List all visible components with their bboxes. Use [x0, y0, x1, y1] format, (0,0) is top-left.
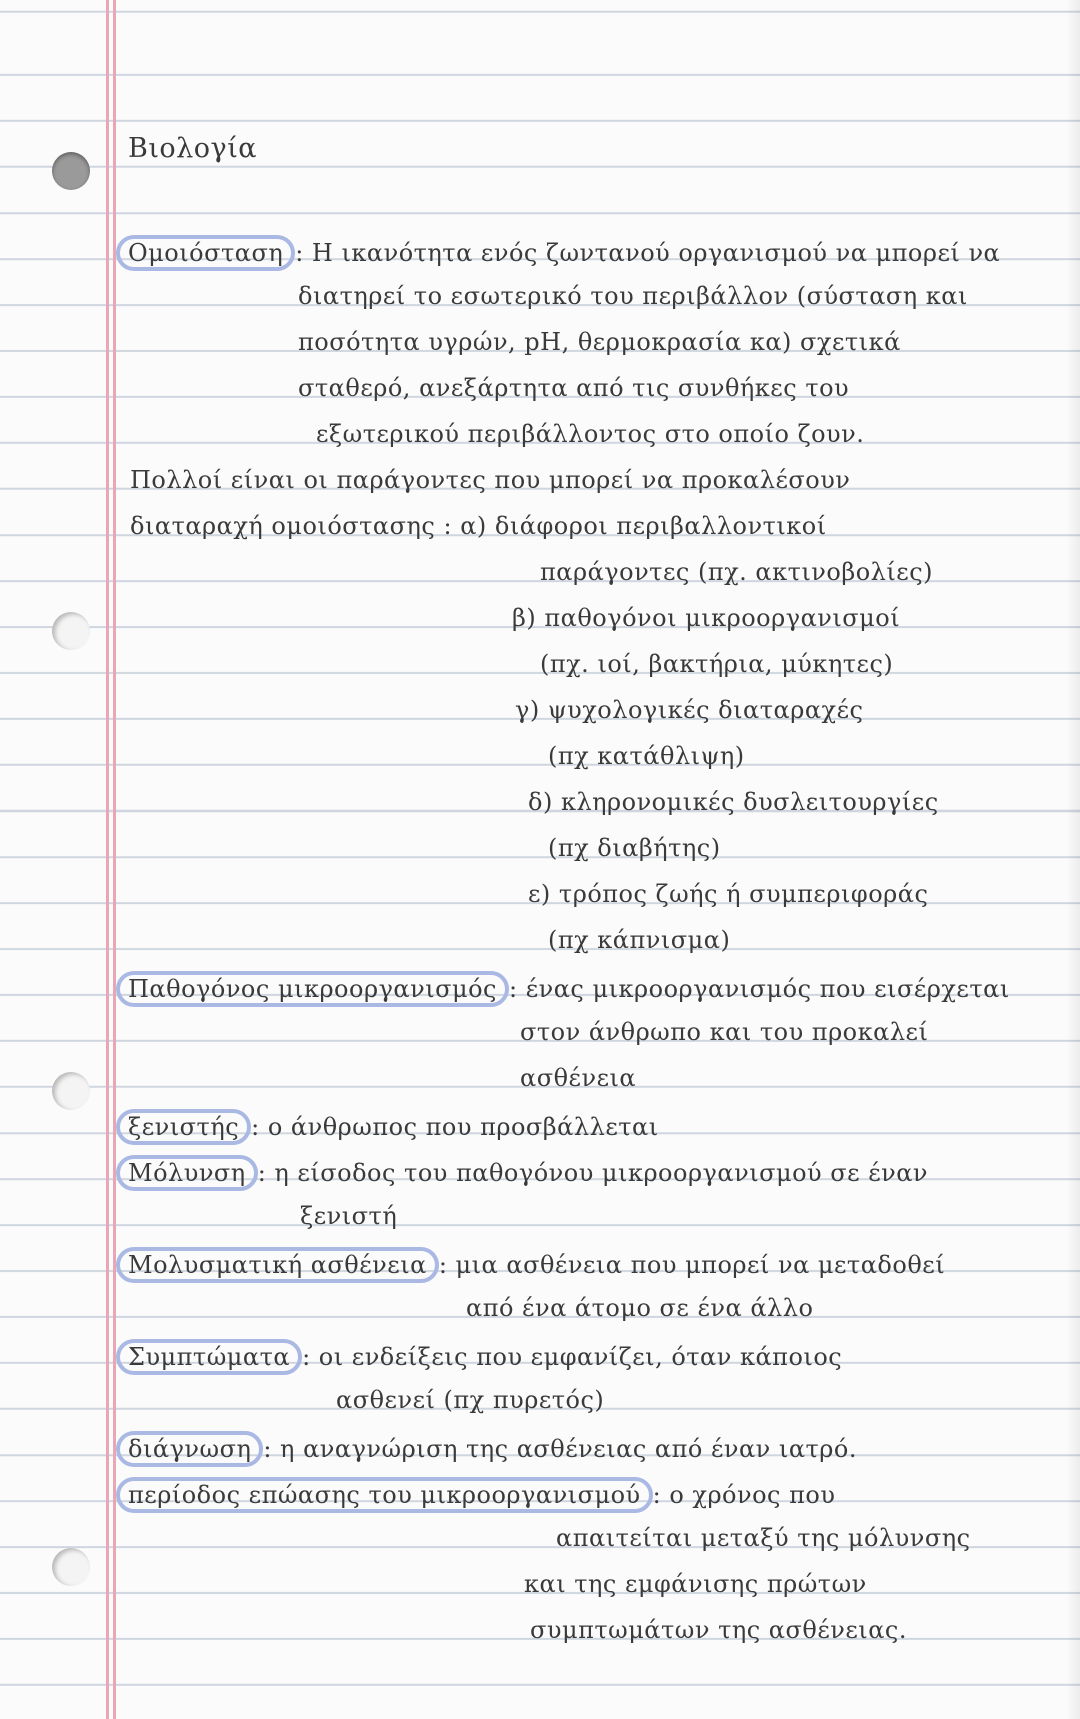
list-item: (πχ διαβήτης): [548, 834, 721, 862]
term-diagnosis: διάγνωση: [116, 1431, 263, 1467]
note-line: ξενιστή: [300, 1202, 398, 1230]
note-line: [128, 235, 1000, 271]
term-pathogen: Παθογόνος μικροοργανισμός: [116, 971, 509, 1007]
note-line: διατηρεί το εσωτερικό του περιβάλλον (σύσταση και: [298, 282, 968, 310]
note-line: [128, 1477, 835, 1513]
punch-hole: [52, 1548, 90, 1586]
note-line: ποσότητα υγρών, pH, θερμοκρασία κα) σχετικά: [298, 328, 901, 356]
term-infection: Μόλυνση: [116, 1155, 258, 1191]
definition-text: : ο άνθρωπος που προσβάλλεται: [251, 1113, 659, 1141]
note-line: απαιτείται μεταξύ της μόλυνσης: [556, 1524, 971, 1552]
note-line: [128, 1109, 659, 1145]
list-item: ε) τρόπος ζωής ή συμπεριφοράς: [528, 880, 929, 908]
punch-hole: [52, 1072, 90, 1110]
term-homeostasis: Ομοιόσταση: [116, 235, 295, 271]
definition-text: : ένας μικροοργανισμός που εισέρχεται: [508, 975, 1010, 1003]
term-symptoms: Συμπτώματα: [116, 1339, 302, 1375]
list-item: δ) κληρονομικές δυσλειτουργίες: [528, 788, 939, 816]
list-item: παράγοντες (πχ. ακτινοβολίες): [540, 558, 934, 586]
definition-text: : μια ασθένεια που μπορεί να μεταδοθεί: [438, 1251, 946, 1279]
note-line: ασθενεί (πχ πυρετός): [336, 1386, 605, 1414]
note-line: εξωτερικού περιβάλλοντος στο οποίο ζουν.: [316, 420, 865, 448]
list-item: β) παθογόνοι μικροοργανισμοί: [512, 604, 901, 632]
note-line: διαταραχή ομοιόστασης : α) διάφοροι περιβαλλοντικοί: [130, 512, 827, 540]
note-line: [128, 1431, 857, 1467]
term-infectious-disease: Μολυσματική ασθένεια: [116, 1247, 439, 1283]
definition-text: : η αναγνώριση της ασθένειας από έναν ιατρό.: [263, 1435, 857, 1463]
definition-text: : οι ενδείξεις που εμφανίζει, όταν κάποιος: [302, 1343, 843, 1371]
margin-line-inner: [113, 0, 116, 1719]
list-item: γ) ψυχολογικές διαταραχές: [515, 696, 864, 724]
list-item: (πχ κάπνισμα): [548, 926, 731, 954]
note-line: [128, 1339, 842, 1375]
punch-hole: [52, 612, 90, 650]
note-line: από ένα άτομο σε ένα άλλο: [466, 1294, 814, 1322]
definition-text: : ο χρόνος που: [652, 1481, 836, 1509]
note-line: [128, 971, 1010, 1007]
note-line: και της εμφάνισης πρώτων: [524, 1570, 867, 1598]
page-title: Βιολογία: [128, 133, 258, 164]
note-line: στον άνθρωπο και του προκαλεί: [520, 1018, 929, 1046]
definition-text: : η είσοδος του παθογόνου μικροοργανισμού σε έναν: [257, 1159, 929, 1187]
note-line: Πολλοί είναι οι παράγοντες που μπορεί να προκαλέσουν: [130, 466, 851, 494]
page-edge-shadow: [1066, 0, 1080, 1719]
note-line: συμπτωμάτων της ασθένειας.: [530, 1616, 907, 1644]
note-line: ασθένεια: [520, 1064, 637, 1092]
note-line: [128, 1247, 945, 1283]
margin-line: [106, 0, 109, 1719]
punch-hole: [52, 152, 90, 190]
note-line: σταθερό, ανεξάρτητα από τις συνθήκες του: [298, 374, 850, 402]
list-item: (πχ. ιοί, βακτήρια, μύκητες): [540, 650, 894, 678]
term-incubation-period: περίοδος επώασης του μικροοργανισμού: [116, 1477, 653, 1513]
note-line: [128, 1155, 928, 1191]
term-host: ξενιστής: [116, 1109, 251, 1145]
list-item: (πχ κατάθλιψη): [548, 742, 745, 770]
definition-text: : Η ικανότητα ενός ζωντανού οργανισμού να μπορεί να: [295, 239, 1001, 267]
